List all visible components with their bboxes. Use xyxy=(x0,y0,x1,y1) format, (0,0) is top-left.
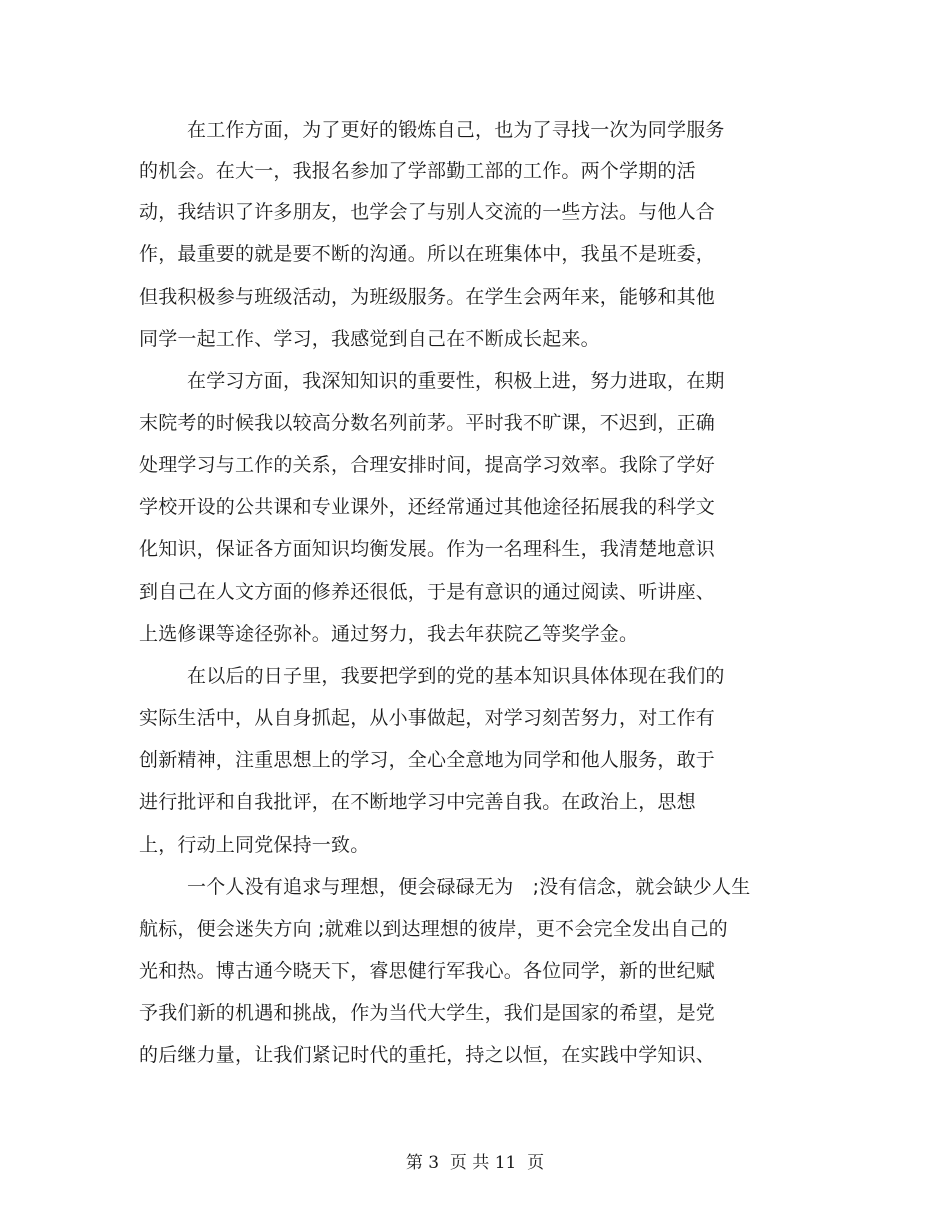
text-line: 光和热。博古通今晓天下，睿思健行军我心。各位同学，新的世纪赋 xyxy=(139,960,716,982)
text-line: 同学一起工作、学习，我感觉到自己在不断成长起来。 xyxy=(139,328,600,350)
page-footer xyxy=(0,1152,950,1174)
text-line: 一个人没有追求与理想，便会碌碌无为 ;没有信念，就会缺少人生 xyxy=(187,876,751,898)
page-number: 第 3 页 共 11 页 xyxy=(405,1153,545,1173)
text-line: 末院考的时候我以较高分数名列前茅。平时我不旷课，不迟到，正确 xyxy=(139,412,716,434)
text-line: 在以后的日子里，我要把学到的党的基本知识具体体现在我们的 xyxy=(187,665,725,687)
text-line: 作，最重要的就是要不断的沟通。所以在班集体中，我虽不是班委， xyxy=(139,243,716,265)
text-line: 上选修课等途径弥补。通过努力，我去年获院乙等奖学金。 xyxy=(139,623,639,645)
text-line: 但我积极参与班级活动，为班级服务。在学生会两年来，能够和其他 xyxy=(139,286,716,308)
text-line: 处理学习与工作的关系，合理安排时间，提高学习效率。我除了学好 xyxy=(139,454,716,476)
text-line: 予我们新的机遇和挑战，作为当代大学生，我们是国家的希望，是党 xyxy=(139,1002,716,1024)
text-line: 实际生活中，从自身抓起，从小事做起，对学习刻苦努力，对工作有 xyxy=(139,707,716,729)
text-line: 的后继力量，让我们紧记时代的重托，持之以恒，在实践中学知识、 xyxy=(139,1044,716,1066)
text-line: 进行批评和自我批评，在不断地学习中完善自我。在政治上，思想 xyxy=(139,791,696,813)
text-line: 在学习方面，我深知知识的重要性，积极上进，努力进取，在期 xyxy=(187,370,725,392)
text-line: 到自己在人文方面的修养还很低，于是有意识的通过阅读、听讲座、 xyxy=(139,581,716,603)
text-line: 化知识，保证各方面知识均衡发展。作为一名理科生，我清楚地意识 xyxy=(139,538,716,560)
text-line: 在工作方面，为了更好的锻炼自己，也为了寻找一次为同学服务 xyxy=(187,119,725,141)
text-line: 学校开设的公共课和专业课外，还经常通过其他途径拓展我的科学文 xyxy=(139,496,716,518)
text-line: 的机会。在大一，我报名参加了学部勤工部的工作。两个学期的活 xyxy=(139,160,696,182)
text-line: 航标，便会迷失方向 ;就难以到达理想的彼岸，更不会完全发出自己的 xyxy=(139,918,728,940)
text-line: 创新精神，注重思想上的学习，全心全意地为同学和他人服务，敢于 xyxy=(139,749,716,771)
text-line: 动，我结识了许多朋友，也学会了与别人交流的一些方法。与他人合 xyxy=(139,201,716,223)
text-line: 上，行动上同党保持一致。 xyxy=(139,834,370,856)
